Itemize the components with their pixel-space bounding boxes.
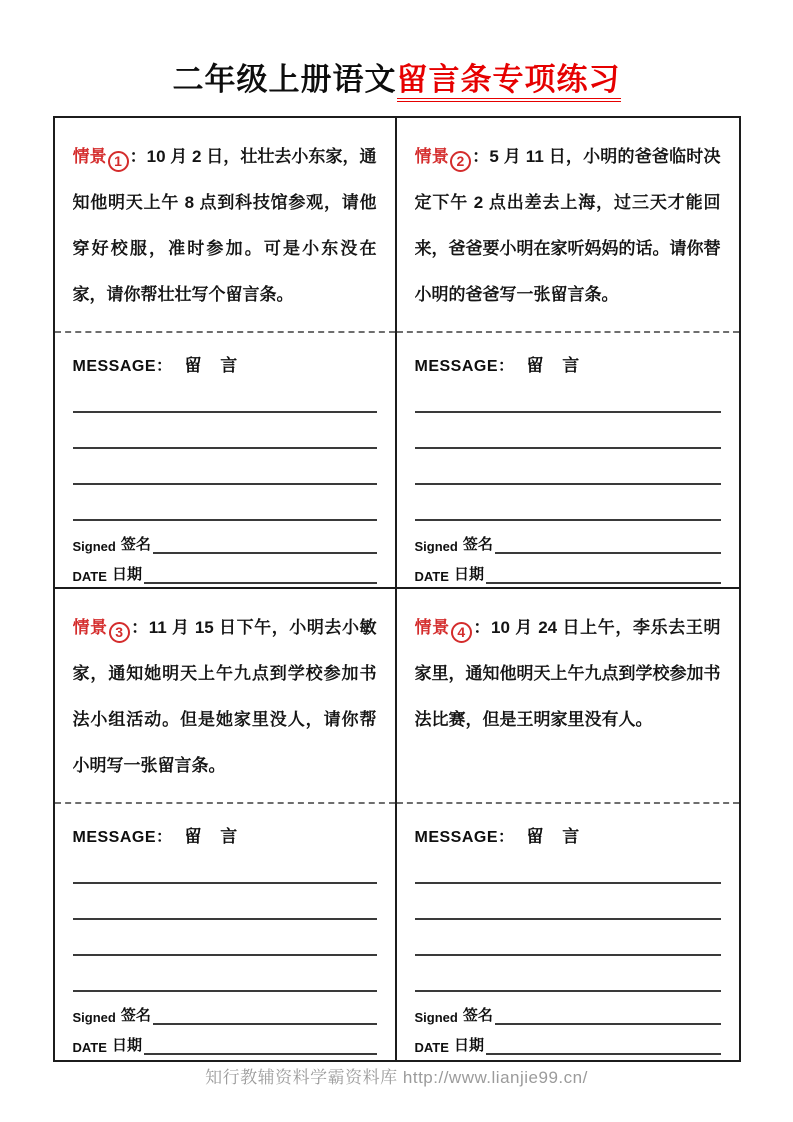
signed-label-cn: 签名 <box>120 536 151 553</box>
date-row <box>73 1034 377 1055</box>
message-label-cn: 留 言 <box>184 827 245 846</box>
scenario-2-colon: ： <box>471 147 490 166</box>
dashed-divider <box>55 331 395 333</box>
blank-line <box>415 956 721 992</box>
circled-number-2: 2 <box>450 151 471 172</box>
scenario-card-4 <box>397 589 739 1060</box>
scenario-card-3 <box>55 589 397 1060</box>
signed-label-cn: 签名 <box>462 1007 493 1024</box>
scenario-3-description: 11 月 15 日下午，小明去小敏家，通知她明天上午九点到学校参加书法小组活动。但是她家里没人，请你帮小明写一张留言条。 <box>72 618 377 775</box>
date-row <box>73 563 377 584</box>
date-label-cn: 日期 <box>453 1037 484 1054</box>
scenario-3-colon: ： <box>130 618 149 637</box>
message-label-en: MESSAGE： <box>414 829 515 846</box>
blank-line <box>415 377 721 413</box>
blank-line <box>73 449 377 485</box>
worksheet-table <box>53 116 741 1062</box>
message-label-en: MESSAGE： <box>72 358 173 375</box>
date-label-cn: 日期 <box>111 1037 142 1054</box>
message-label-cn: 留 言 <box>526 356 587 375</box>
circled-number-3: 3 <box>109 622 130 643</box>
signed-row <box>415 533 721 554</box>
message-write-area <box>415 848 721 992</box>
scenario-card-1 <box>55 118 397 589</box>
scenario-1-text <box>73 134 377 331</box>
date-label-en: DATE <box>72 569 107 584</box>
blank-line <box>415 485 721 521</box>
message-write-area <box>73 848 377 992</box>
page-title <box>0 0 793 99</box>
page-title-red-underlined: 留言条专项练习 <box>397 62 621 102</box>
blank-line <box>73 413 377 449</box>
scenario-4-label: 情景 <box>414 618 450 637</box>
date-blank-line <box>486 563 721 584</box>
blank-line <box>73 377 377 413</box>
signed-row <box>73 533 377 554</box>
page-title-black: 二年级上册语文 <box>172 62 397 97</box>
blank-line <box>415 848 721 884</box>
blank-line <box>415 449 721 485</box>
scenario-2-text <box>415 134 721 331</box>
scenario-1-description: 10 月 2 日，壮壮去小东家，通知他明天上午 8 点到科技馆参观，请他穿好校服，准时参加。可是小东没在家，请你帮壮壮写个留言条。 <box>72 147 377 304</box>
blank-line <box>415 413 721 449</box>
scenario-4-colon: ： <box>472 618 491 637</box>
signed-label-en: Signed <box>72 1010 116 1025</box>
message-write-area <box>415 377 721 521</box>
scenario-3-text <box>73 605 377 802</box>
blank-line <box>73 884 377 920</box>
dashed-divider <box>397 331 739 333</box>
signature-blank-line <box>153 533 377 554</box>
signed-row <box>73 1004 377 1025</box>
signed-label-cn: 签名 <box>120 1007 151 1024</box>
date-blank-line <box>144 563 377 584</box>
date-row <box>415 563 721 584</box>
blank-line <box>73 848 377 884</box>
scenario-4-description: 10 月 24 日上午，李乐去王明家里，通知他明天上午九点到学校参加书法比赛，但是王明家里没有人。 <box>414 618 721 729</box>
scenario-card-2 <box>397 118 739 589</box>
signed-row <box>415 1004 721 1025</box>
signed-label-en: Signed <box>414 1010 458 1025</box>
message-label <box>415 822 721 844</box>
scenario-2-description: 5 月 11 日，小明的爸爸临时决定下午 2 点出差去上海，过三天才能回来，爸爸要小明在家听妈妈的话。请你替小明的爸爸写一张留言条。 <box>414 147 721 304</box>
blank-line <box>73 956 377 992</box>
signed-label-cn: 签名 <box>462 536 493 553</box>
date-label-en: DATE <box>414 569 449 584</box>
circled-number-4: 4 <box>451 622 472 643</box>
date-row <box>415 1034 721 1055</box>
signature-blank-line <box>495 1004 721 1025</box>
signed-label-en: Signed <box>72 539 116 554</box>
footer-watermark: 知行教辅资料学霸资料库 http://www.lianjie99.cn/ <box>205 1068 588 1087</box>
date-blank-line <box>486 1034 721 1055</box>
signature-blank-line <box>153 1004 377 1025</box>
message-write-area <box>73 377 377 521</box>
dashed-divider <box>55 802 395 804</box>
message-label-en: MESSAGE： <box>414 358 515 375</box>
circled-number-1: 1 <box>108 151 129 172</box>
message-label <box>73 351 377 373</box>
message-label-en: MESSAGE： <box>72 829 173 846</box>
scenario-4-text <box>415 605 721 802</box>
blank-line <box>415 920 721 956</box>
message-label-cn: 留 言 <box>526 827 587 846</box>
scenario-2-label: 情景 <box>414 147 449 166</box>
date-label-en: DATE <box>414 1040 449 1055</box>
scenario-1-label: 情景 <box>72 147 107 166</box>
message-label <box>73 822 377 844</box>
date-label-cn: 日期 <box>111 566 142 583</box>
signed-label-en: Signed <box>414 539 458 554</box>
scenario-3-label: 情景 <box>72 618 108 637</box>
blank-line <box>415 884 721 920</box>
dashed-divider <box>397 802 739 804</box>
message-label-cn: 留 言 <box>184 356 245 375</box>
signature-blank-line <box>495 533 721 554</box>
date-blank-line <box>144 1034 377 1055</box>
blank-line <box>73 485 377 521</box>
date-label-cn: 日期 <box>453 566 484 583</box>
blank-line <box>73 920 377 956</box>
message-label <box>415 351 721 373</box>
scenario-1-colon: ： <box>129 147 147 166</box>
date-label-en: DATE <box>72 1040 107 1055</box>
